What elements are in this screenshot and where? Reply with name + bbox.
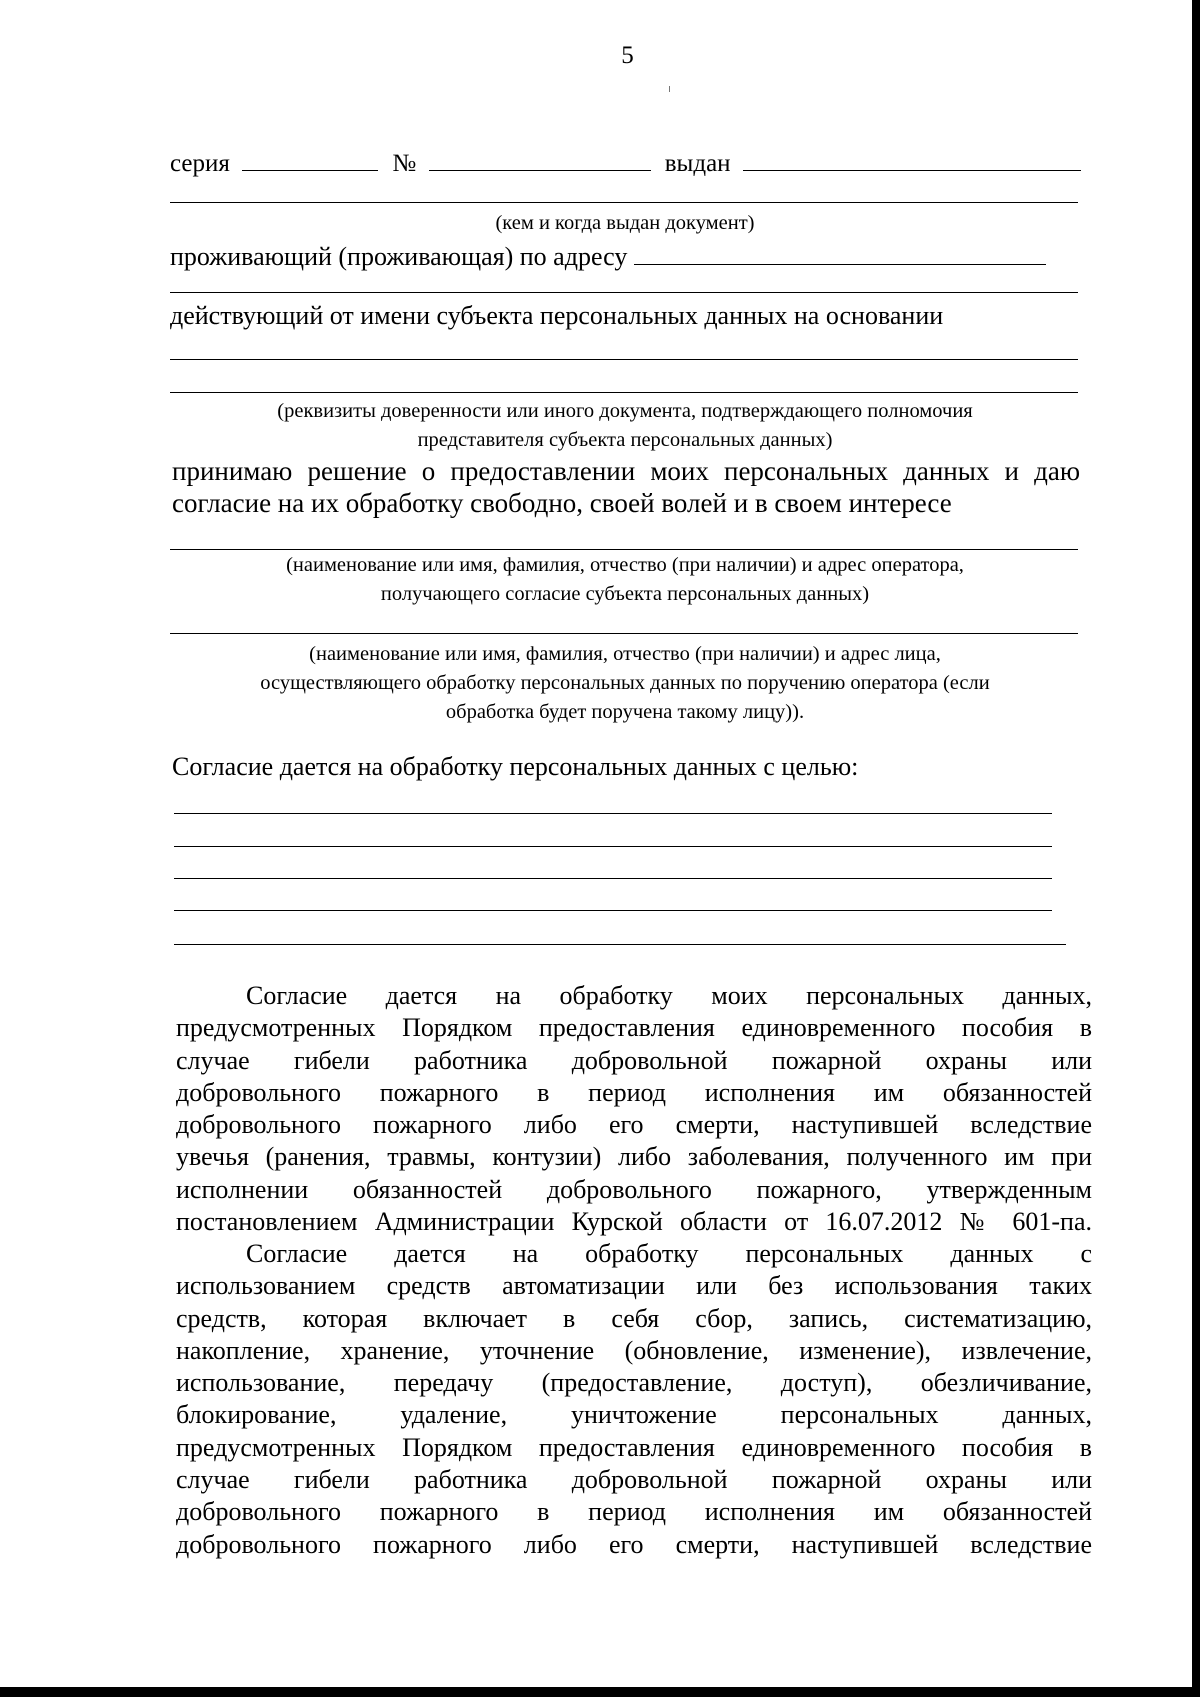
caption-processor	[170, 640, 1080, 727]
consent-paragraph-2	[176, 1238, 1092, 1561]
decision-line-1: принимаю решение о предоставлении моих персональных данных и даю	[172, 456, 1080, 486]
address-field-line-2[interactable]	[170, 292, 1078, 293]
paragraph-line: постановлением Администрации Курской области от 16.07.2012 № 601-па.	[176, 1207, 1092, 1237]
caption-issued: (кем и когда выдан документ)	[495, 212, 755, 234]
acting-field-line-1[interactable]	[170, 359, 1078, 360]
paragraph-line: блокирование, удаление, уничтожение персональных данных,	[176, 1400, 1092, 1430]
purpose-label: Согласие дается на обработку персональных данных с целью:	[172, 752, 859, 781]
paragraph-line: добровольного пожарного в период исполнения им обязанностей	[176, 1497, 1092, 1527]
address-label: проживающий (проживающая) по адресу	[170, 242, 628, 271]
processor-field-line[interactable]	[170, 633, 1078, 634]
paragraph-line: использование, передачу (предоставление, доступ), обезличивание,	[176, 1368, 1092, 1398]
address-field[interactable]	[634, 242, 1046, 265]
paragraph-line: Согласие дается на обработку персональных данных с	[246, 1239, 1092, 1268]
purpose-field-line-1[interactable]	[174, 813, 1052, 814]
issued-field-line-2[interactable]	[170, 202, 1078, 203]
caption-representative-line-2: представителя субъекта персональных данных)	[417, 429, 833, 451]
scan-edge-right	[1192, 0, 1200, 1697]
acting-label: действующий от имени субъекта персональных данных на основании	[170, 301, 944, 330]
caption-representative	[170, 397, 1080, 455]
paragraph-line: использованием средств автоматизации или без использования таких	[176, 1271, 1092, 1301]
scan-speck	[669, 86, 670, 92]
purpose-field-line-4[interactable]	[174, 910, 1052, 911]
paragraph-line: предусмотренных Порядком предоставления единовременного пособия в	[176, 1013, 1092, 1043]
series-label: серия	[170, 150, 230, 177]
paragraph-line: добровольного пожарного либо его смерти, наступившей вследствие	[176, 1110, 1092, 1140]
number-field[interactable]	[429, 148, 651, 171]
issued-label: выдан	[664, 150, 731, 177]
paragraph-line: предусмотренных Порядком предоставления единовременного пособия в	[176, 1432, 1092, 1462]
caption-operator	[170, 551, 1080, 609]
paragraph-line: добровольного пожарного в период исполнения им обязанностей	[176, 1077, 1092, 1107]
decision-line-2: согласие на их обработку свободно, своей волей и в своем интересе	[172, 488, 952, 518]
purpose-field-line-2[interactable]	[174, 846, 1052, 847]
address-line	[170, 242, 1046, 272]
paragraph-line: добровольного пожарного либо его смерти, наступившей вследствие	[176, 1529, 1092, 1559]
caption-processor-line-3: обработка будет поручена такому лицу)).	[445, 701, 805, 723]
paragraph-line: случае гибели работника добровольной пожарной охраны или	[176, 1465, 1092, 1495]
paragraph-line: случае гибели работника добровольной пожарной охраны или	[176, 1045, 1092, 1075]
paragraph-line: исполнении обязанностей добровольного пожарного, утвержденным	[176, 1174, 1092, 1204]
issued-field[interactable]	[743, 148, 1081, 171]
number-label: №	[392, 150, 417, 177]
operator-field-line[interactable]	[170, 549, 1078, 550]
paragraph-line: средств, которая включает в себя сбор, запись, систематизацию,	[176, 1303, 1092, 1333]
id-line	[170, 148, 1081, 178]
acting-field-line-2[interactable]	[170, 392, 1078, 393]
purpose-field-line-3[interactable]	[174, 878, 1052, 879]
paragraph-line: увечья (ранения, травмы, контузии) либо заболевания, полученного им при	[176, 1142, 1092, 1172]
consent-paragraph-1	[176, 980, 1092, 1238]
paragraph-line: Согласие дается на обработку моих персональных данных,	[246, 981, 1092, 1010]
scan-edge-bottom	[0, 1687, 1200, 1697]
caption-processor-line-2: осуществляющего обработку персональных данных по поручению оператора (если	[260, 672, 990, 694]
caption-operator-line-1: (наименование или имя, фамилия, отчество (при наличии) и адрес оператора,	[286, 554, 964, 576]
paragraph-line: накопление, хранение, уточнение (обновление, изменение), извлечение,	[176, 1335, 1092, 1365]
caption-operator-line-2: получающего согласие субъекта персональных данных)	[380, 583, 870, 605]
caption-processor-line-1: (наименование или имя, фамилия, отчество (при наличии) и адрес лица,	[309, 643, 941, 665]
page-number: 5	[621, 42, 634, 69]
purpose-field-line-5[interactable]	[174, 944, 1066, 945]
caption-representative-line-1: (реквизиты доверенности или иного документа, подтверждающего полномочия	[277, 400, 973, 422]
decision-text	[172, 455, 1080, 519]
series-field[interactable]	[242, 148, 378, 171]
